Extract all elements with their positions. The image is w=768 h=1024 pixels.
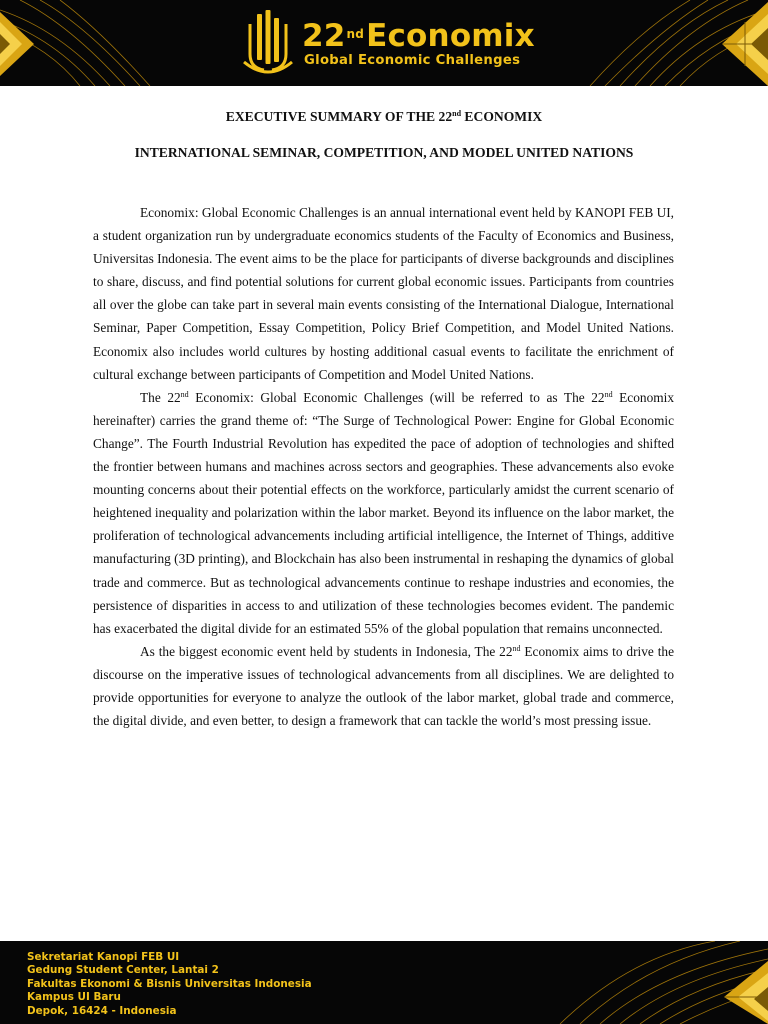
footer-banner	[0, 941, 768, 1024]
title-text-end: ECONOMIX	[461, 109, 543, 124]
footer-line: Depok, 16424 - Indonesia	[27, 1004, 177, 1017]
paragraph-text: As the biggest economic event held by students in Indonesia, The 22	[140, 643, 513, 659]
paragraph-text: Economix: Global Economic Challenges (will be referred to as The 22	[188, 389, 605, 405]
footer-address	[27, 951, 312, 1018]
brand-number: 22	[302, 18, 346, 54]
brand-title	[302, 19, 535, 53]
paragraph-1: Economix: Global Economic Challenges is an annual international event held by KANOPI FEB UI, a student organization run by undergraduate economics students of the Faculty of Economics and Business, Universitas Indonesia. The event aims to be the place for participants of diverse backgrounds and disciplines to share, discuss, and find potential solutions for current global economic issues. Participants from countries all over the globe can take part in several main events consisting of the International Dialogue, International Seminar, Paper Competition, Essay Competition, Policy Brief Competition, and Model United Nations. Economix also includes world cultures by hosting additional casual events to facilitate the enrichment of cultural exchange between participants of Competition and Model United Nations.	[93, 205, 674, 382]
paragraph-text: Economix aims to drive the discourse on the imperative issues of technological advancements from all disciplines. We are delighted to provide opportunities for everyone to analyze the outlook of the labor market, global trade and commerce, the digital divide, and even better, to design a framework that can tackle the world’s most pressing issue.	[93, 643, 674, 729]
ordinal: nd	[180, 389, 189, 399]
document-body	[93, 201, 674, 732]
brand-lockup	[240, 10, 535, 78]
footer-diamond-ornament	[724, 961, 768, 1024]
ordinal: nd	[604, 389, 613, 399]
header-banner	[0, 0, 768, 86]
ordinal: nd	[512, 643, 521, 653]
footer-line: Gedung Student Center, Lantai 2	[27, 964, 219, 977]
brand-suffix: nd	[346, 27, 365, 41]
footer-line: Sekretariat Kanopi FEB UI	[27, 951, 180, 963]
paragraph-text: Economix hereinafter) carries the grand theme of: “The Surge of Technological Power: Engine for Global Economic Change”. The Fourth Industrial Revolution has expedited the pace of adoption of technologies and shifted the frontier between humans and machines across sectors and geographies. These advancements also evoke mounting concerns about their potential effects on the workforce, particularly amidst the current scenario of heightened inequality and polarization within the labor market. Beyond its influence on the labor market, the proliferation of technological advancements including artificial intelligence, the Internet of Things, additive manufacturing (3D printing), and Blockchain has also been instrumental in reshaping the dynamics of global trade and commerce. But as technological advancements continue to reshape industries and economies, the persistence of disparities in access to and utilization of these technologies becomes evident. The pandemic has exacerbated the digital divide for an estimated 55% of the global population that remains unconnected.	[93, 389, 674, 636]
brand-name: Economix	[366, 18, 535, 54]
title-ordinal: nd	[452, 109, 462, 118]
paragraph-2	[93, 386, 674, 640]
footer-line: Fakultas Ekonomi & Bisnis Universitas Indonesia	[27, 977, 312, 990]
document-subtitle: INTERNATIONAL SEMINAR, COMPETITION, AND MODEL UNITED NATIONS	[134, 145, 634, 160]
footer-line: Kampus UI Baru	[27, 991, 121, 1004]
paragraph-text: The 22	[140, 389, 181, 405]
document-title	[0, 108, 768, 126]
brand-tagline: Global Economic Challenges	[304, 53, 521, 68]
document-titles	[0, 108, 768, 162]
economix-logo-icon	[240, 10, 296, 78]
paragraph-3	[93, 640, 674, 732]
title-text: EXECUTIVE SUMMARY OF THE 22	[225, 109, 453, 124]
right-diamond-ornament	[722, 2, 768, 86]
